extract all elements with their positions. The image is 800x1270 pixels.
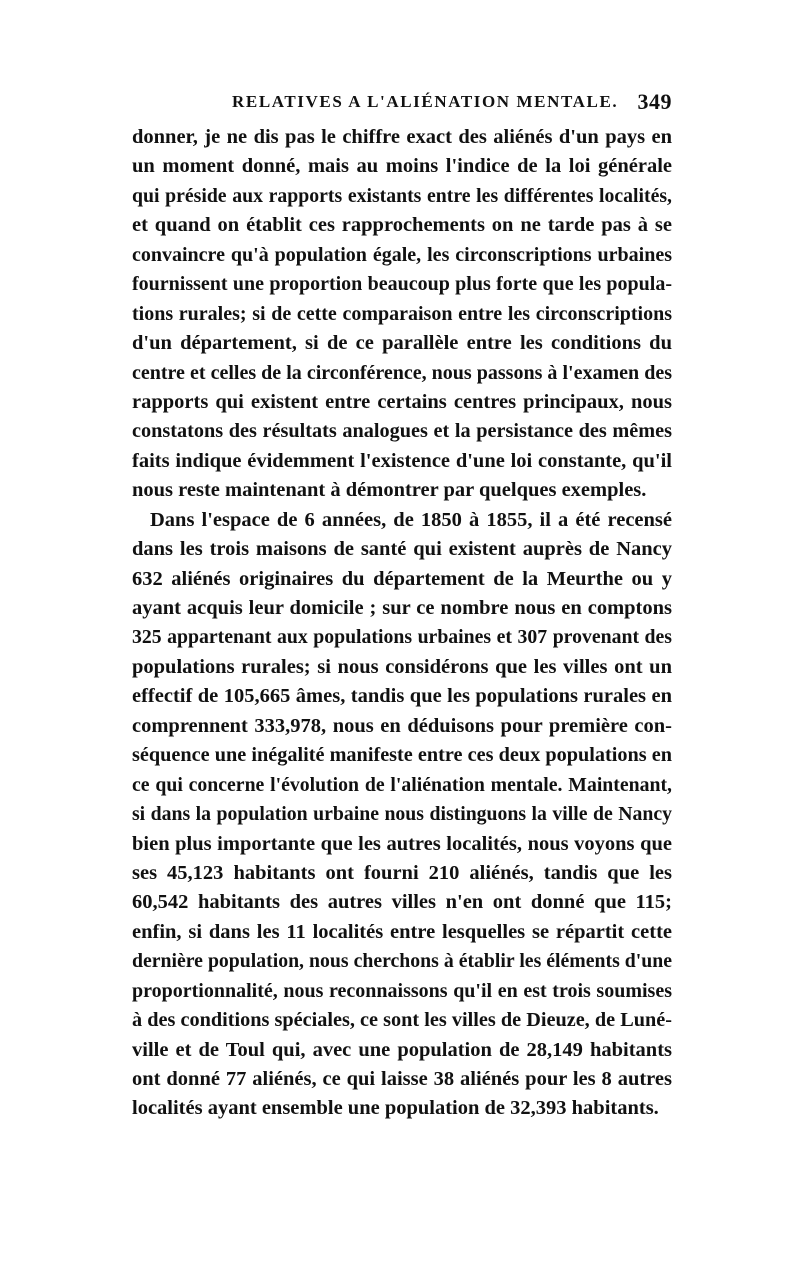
text-line: proportionnalité, nous reconnaissons qu'il en est trois soumises: [132, 979, 672, 1002]
text-line: convaincre qu'à population égale, les circonscriptions urbaines: [132, 243, 672, 266]
text-line: dernière population, nous cherchons à établir les éléments d'une: [132, 950, 672, 973]
text-line: enfin, si dans les 11 localités entre lesquelles se répartit cette: [132, 920, 672, 943]
text-line: populations rurales; si nous considérons que les villes ont un: [132, 655, 672, 678]
body-text: [132, 123, 672, 1124]
paragraph-last-line: localités ayant ensemble une population de 32,393 habitants.: [132, 1097, 659, 1120]
text-line: bien plus importante que les autres localités, nous voyons que: [132, 832, 672, 855]
text-line: d'un département, si de ce parallèle entre les conditions du: [132, 332, 672, 355]
text-line: et quand on établit ces rapprochements on ne tarde pas à se: [132, 214, 672, 237]
text-line: tions rurales; si de cette comparaison entre les circonscriptions: [132, 302, 672, 325]
text-line: faits indique évidemment l'existence d'une loi constante, qu'il: [132, 449, 672, 472]
page-number: 349: [637, 89, 672, 114]
text-line: constatons des résultats analogues et la persistance des mêmes: [132, 420, 672, 443]
text-line: si dans la population urbaine nous distinguons la ville de Nancy: [132, 803, 672, 826]
text-line: 632 aliénés originaires du département de la Meurthe ou y: [132, 567, 672, 590]
paragraph-first-line: Dans l'espace de 6 années, de 1850 à 1855, il a été recensé: [150, 508, 672, 531]
text-line: effectif de 105,665 âmes, tandis que les populations rurales en: [132, 685, 672, 708]
text-line: 325 appartenant aux populations urbaines et 307 provenant des: [132, 626, 672, 649]
text-line: dans les trois maisons de santé qui existent auprès de Nancy: [132, 538, 672, 561]
text-line: comprennent 333,978, nous en déduisons pour première con-: [132, 714, 672, 737]
text-line: un moment donné, mais au moins l'indice de la loi générale: [132, 155, 672, 178]
text-line: 60,542 habitants des autres villes n'en ont donné que 115;: [132, 891, 672, 914]
text-line: ayant acquis leur domicile ; sur ce nombre nous en comptons: [132, 597, 672, 619]
text-line: rapports qui existent entre certains centres principaux, nous: [132, 390, 672, 413]
text-line: ont donné 77 aliénés, ce qui laisse 38 aliénés pour les 8 autres: [132, 1068, 672, 1090]
running-head: [132, 89, 672, 116]
text-line: qui préside aux rapports existants entre les différentes localités,: [132, 184, 672, 207]
text-line: ville et de Toul qui, avec une population de 28,149 habitants: [132, 1038, 672, 1061]
text-line: ce qui concerne l'évolution de l'aliénation mentale. Maintenant,: [132, 773, 672, 796]
text-line: centre et celles de la circonférence, nous passons à l'examen des: [132, 361, 672, 384]
text-line: à des conditions spéciales, ce sont les villes de Dieuze, de Luné-: [132, 1009, 672, 1032]
running-title: RELATIVES A L'ALIÉNATION MENTALE.: [232, 92, 619, 111]
text-line: ses 45,123 habitants ont fourni 210 aliénés, tandis que les: [132, 861, 672, 884]
text-line: donner, je ne dis pas le chiffre exact des aliénés d'un pays en: [132, 126, 672, 148]
text-line: séquence une inégalité manifeste entre ces deux populations en: [132, 744, 672, 767]
text-line: fournissent une proportion beaucoup plus forte que les popula-: [132, 273, 672, 296]
paragraph-last-line: nous reste maintenant à démontrer par quelques exemples.: [132, 479, 647, 502]
